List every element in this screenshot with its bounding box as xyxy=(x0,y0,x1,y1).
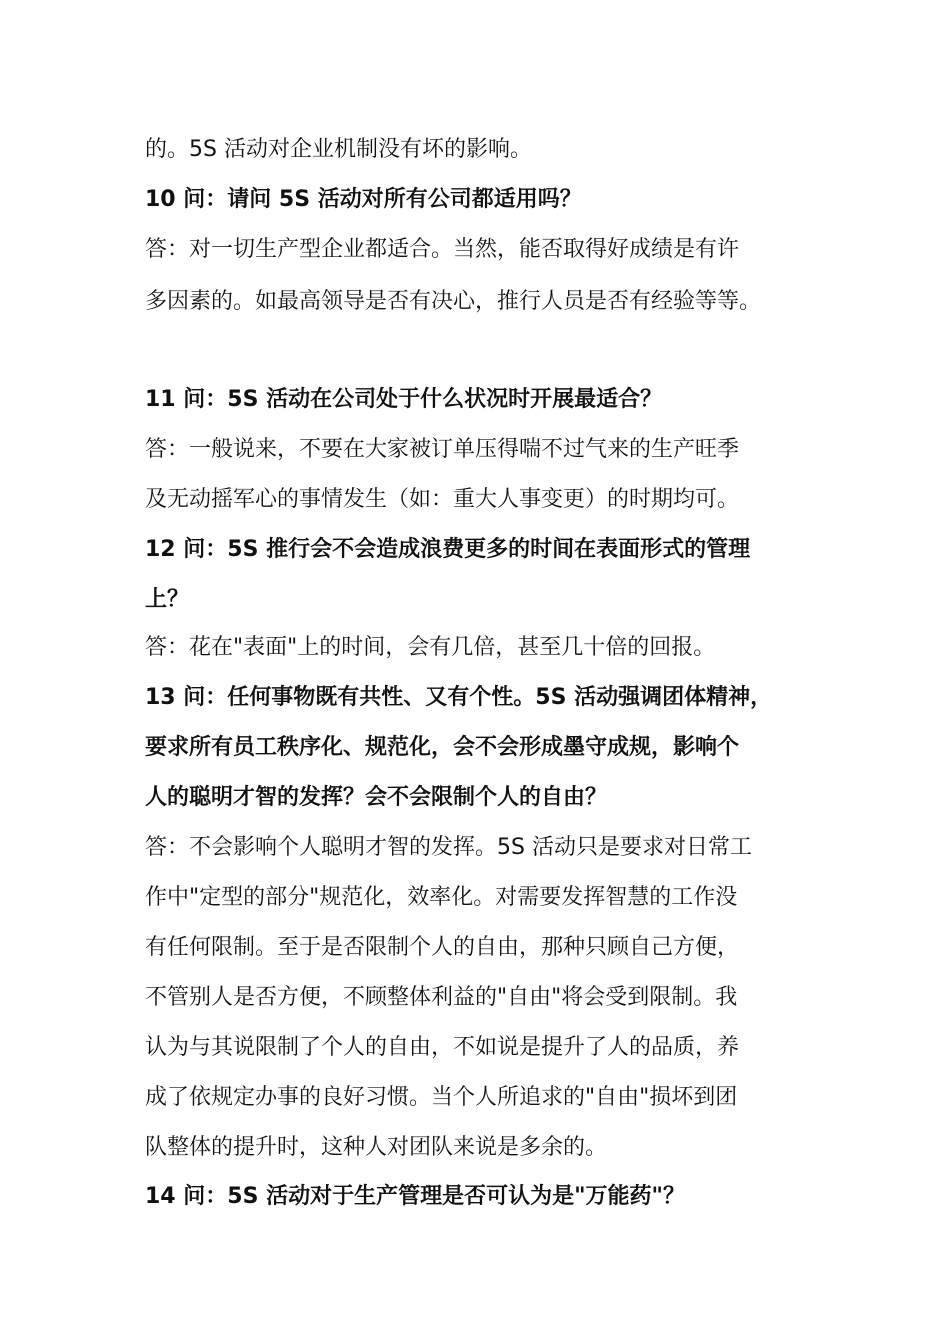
answer-10-line-1: 答：对一切生产型企业都适合。当然，能否取得好成绩是有许 xyxy=(145,237,740,262)
answer-13-line-1: 答：不会影响个人聪明才智的发挥。5S 活动只是要求对日常工 xyxy=(145,835,752,860)
answer-11-line-1: 答：一般说来，不要在大家被订单压得喘不过气来的生产旺季 xyxy=(145,437,740,462)
answer-13-line-2: 作中"定型的部分"规范化，效率化。对需要发挥智慧的工作没 xyxy=(145,885,738,910)
answer-9-end: 的。5S 活动对企业机制没有坏的影响。 xyxy=(145,137,532,162)
answer-10-line-2: 多因素的。如最高领导是否有决心，推行人员是否有经验等等。 xyxy=(145,289,762,314)
answer-13-line-3: 有任何限制。至于是否限制个人的自由，那种只顾自己方便， xyxy=(145,935,740,960)
answer-13-line-7: 队整体的提升时，这种人对团队来说是多余的。 xyxy=(145,1135,608,1160)
question-13-line-1: 13 问：任何事物既有共性、又有个性。5S 活动强调团体精神， xyxy=(145,685,773,710)
question-13-line-2: 要求所有员工秩序化、规范化，会不会形成墨守成规，影响个 xyxy=(145,735,740,760)
answer-12: 答：花在"表面"上的时间，会有几倍，甚至几十倍的回报。 xyxy=(145,635,716,660)
question-12-line-1: 12 问：5S 推行会不会造成浪费更多的时间在表面形式的管理 xyxy=(145,537,751,562)
answer-13-line-4: 不管别人是否方便，不顾整体利益的"自由"将会受到限制。我 xyxy=(145,985,738,1010)
question-14: 14 问：5S 活动对于生产管理是否可认为是"万能药"？ xyxy=(145,1184,686,1209)
question-13-line-3: 人的聪明才智的发挥？会不会限制个人的自由？ xyxy=(145,785,608,810)
question-10: 10 问：请问 5S 活动对所有公司都适用吗？ xyxy=(145,187,582,212)
question-12-line-2: 上？ xyxy=(145,587,190,612)
answer-13-line-5: 认为与其说限制了个人的自由，不如说是提升了人的品质，养 xyxy=(145,1035,740,1060)
answer-13-line-6: 成了依规定办事的良好习惯。当个人所追求的"自由"损坏到团 xyxy=(145,1085,738,1110)
question-11: 11 问：5S 活动在公司处于什么状况时开展最适合？ xyxy=(145,387,663,412)
answer-11-line-2: 及无动摇军心的事情发生（如：重大人事变更）的时期均可。 xyxy=(145,487,740,512)
